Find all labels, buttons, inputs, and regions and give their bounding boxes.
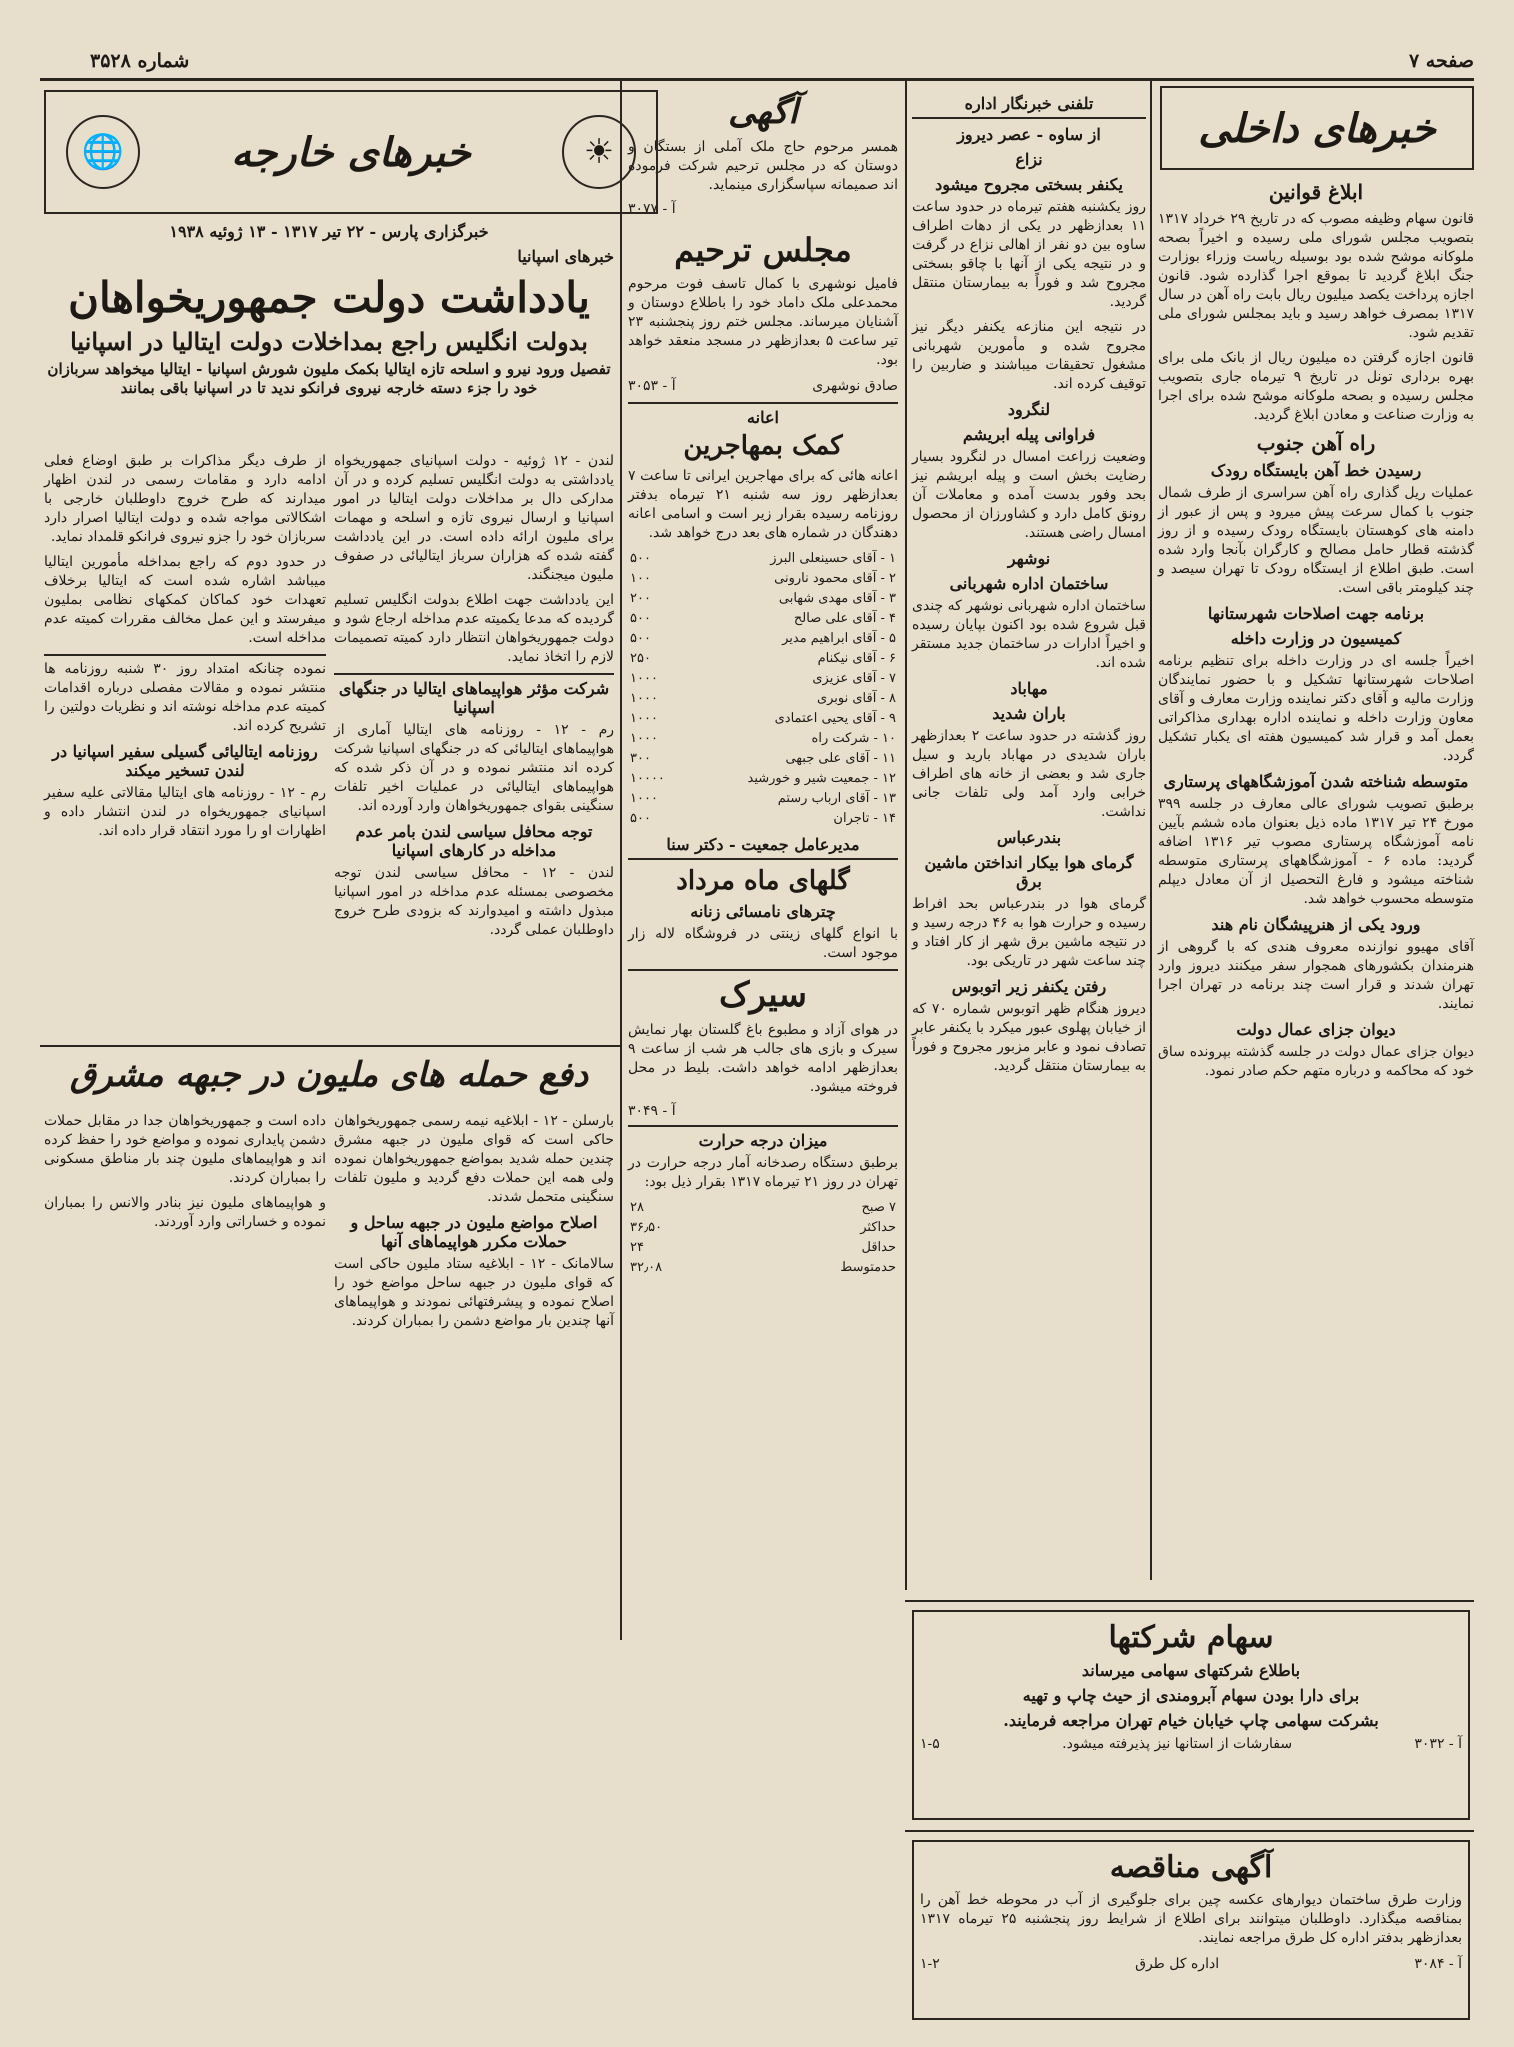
temp-title: میزان درجه حرارت [628, 1125, 898, 1150]
aid-value: ۵۰۰ [630, 631, 651, 646]
foreign-col-f: رم - ۱۲ - روزنامه های ایتالیا مقالاتی علیه سفیر اسپانیای جمهوریخواه در لندن انتشار داده و اظهارات او را مورد انتقاد قرار داده اند. [44, 785, 326, 839]
tender-code-2: ۱-۲ [920, 1956, 940, 1972]
aid-value: ۱۰۰۰ [630, 731, 658, 746]
temp-value: ۲۸ [630, 1200, 644, 1215]
aid-label: ۵ - آقای ابراهیم مدیر [782, 631, 896, 646]
aid-row [628, 549, 898, 569]
law-title: ابلاغ قوانین [1268, 180, 1364, 204]
rail-text: عملیات ریل گذاری راه آهن سراسری از طرف شمال جنوب با کمال سرعت پیش میرود و پس از عبور از دامنه های کوهستان بایستگاه رودک رسیده و از روز گذشته قطار حامل مصالح و کارگران بآنجا وارد شده است. طبق اطلاع از ایستگاه رودک تا تهران سیصد و چند کیلومتر باقی است. [1158, 485, 1474, 596]
aid-row [628, 789, 898, 809]
aid-value: ۲۰۰ [630, 591, 651, 606]
aid-row [628, 609, 898, 629]
shares-footer [920, 1734, 1462, 1754]
page-number: صفحه ۷ [1408, 50, 1474, 72]
notices-column [628, 88, 898, 1278]
excursion-title: سیرک [628, 969, 898, 1015]
aid-value: ۱۰۰۰ [630, 791, 658, 806]
domestic-banner-title: خبرهای داخلی [1198, 104, 1436, 152]
tender-footer [920, 1954, 1462, 1974]
flowers-subtitle: چترهای نامسائی زنانه [690, 902, 836, 921]
foreign-sub-f: روزنامه ایتالیائی گسیلی سفیر اسپانیا در لندن تسخیر میکند [52, 742, 318, 780]
city-mahabad: مهاباد [1010, 679, 1048, 698]
aid-row [628, 589, 898, 609]
aid-label: ۳ - آقای مهدی شهابی [778, 591, 896, 606]
foreign-deck: تفصیل ورود نیرو و اسلحه تازه ایتالیا بکمک ملیون شورش اسپانیا - ایتالیا میخواهد سربازان خود را جزء دسته خارجه نیروی فرانکو ندید تا در اسپانیا باقی بمانند [47, 360, 611, 397]
shares-code-2: ۱-۵ [920, 1736, 940, 1752]
court-text: دیوان جزای عمال دولت در جلسه گذشته بپرونده ساق خود که محاکمه و درباره متهم حکم صادر نمود. [1158, 1044, 1474, 1079]
temp-row [628, 1198, 898, 1218]
plan-title: برنامه جهت اصلاحات شهرستانها [1207, 604, 1425, 623]
aid-value: ۵۰۰ [630, 611, 651, 626]
memorial-footer [628, 376, 898, 396]
section-rule [40, 1045, 620, 1047]
domestic-column [1158, 176, 1474, 1087]
tender-text: وزارت طرق ساختمان دیوارهای عکسه چین برای جلوگیری از آب در محوطه خط آهن را بمناقصه میگذارد. داوطلبان میتوانند برای اطلاع از شرایط روز پنجشنبه ۲۵ تیرماه ۱۳۱۷ بعدازظهر بدفتر اداره کل طرق مراجعه نمایند. [920, 1892, 1462, 1946]
shares-line-1: باطلاع شرکتهای سهامی میرساند [1081, 1661, 1301, 1680]
aid-table [628, 549, 898, 829]
shares-ad [912, 1610, 1470, 1820]
temp-label: حداقل [861, 1240, 896, 1255]
law-text: قانون سهام وظیفه مصوب که در تاریخ ۲۹ خرداد ۱۳۱۷ بتصویب مجلس شورای ملی رسیده و اخیراً بصحه ملوکانه موشح شده بود بوسیله ریاست وزراء بوزارت جنگ ابلاغ گردید تا بموقع اجرا گذارده شود. قانون اجازه پرداخت یکصد میلیون ریال بابت راه آهن در سال ۱۳۱۷ بمصرف خواهد رسید و باید بمجلس شورای ملی تقدیم شود. [1158, 211, 1474, 341]
aid-value: ۵۰۰ [630, 551, 651, 566]
aid-label: ۱ - آقای حسینعلی البرز [770, 551, 896, 566]
temp-table [628, 1198, 898, 1278]
foreign-col-d: لندن - ۱۲ - محافل سیاسی لندن توجه مخصوصی بمسئله عدم مداخله در امور اسپانیا مبذول داشته و امیدوارند که بزودی طرح خروج داوطلبان عملی گردد. [334, 865, 614, 938]
foreign-headline-2: بدولت انگلیس راجع بمداخلات دولت ایتالیا در اسپانیا [70, 327, 588, 356]
aid-row [628, 629, 898, 649]
foreign-col-b: از طرف دیگر مذاکرات بر طبق اوضاع فعلی ادامه دارد و مقامات رسمی در لندن اظهار میدارند که طرح خروج داوطلبان خارجی با اشکالاتی مواجه شده و دولت ایتالیا اصرار دارد سربازان خود را جزو نیروی فرانکو قلمداد نماید. [44, 453, 326, 545]
battle-col-left [44, 1110, 326, 1238]
aid-label: ۱۱ - آقای علی جبهی [785, 751, 896, 766]
aid-label: ۹ - آقای یحیی اعتمادی [774, 711, 896, 726]
column-rule [905, 80, 907, 1590]
domestic-banner [1160, 86, 1474, 170]
heat-title: گرمای هوا بیکار انداختن ماشین برق [924, 853, 1134, 891]
aid-row [628, 729, 898, 749]
memorial-title: مجلس ترحیم [674, 231, 852, 269]
aid-value: ۳۰۰ [630, 751, 651, 766]
police-title: ساختمان اداره شهربانی [949, 574, 1109, 593]
aid-label: ۱۰ - شرکت راه [811, 731, 896, 746]
doctors-title: ورود یکی از هنرپیشگان نام هند [1211, 915, 1421, 934]
foreign-col-a: لندن - ۱۲ ژوئیه - دولت اسپانیای جمهوریخواه یادداشتی به دولت انگلیس تسلیم کرده و در آن مدارکی دال بر مداخلات دولت ایتالیا در امور اسپانیا و ارسال نیروی تازه و اسلحه و مهمات برای ملیون ارائه داده است. در این یادداشت گفته شده که هزاران سرباز ایتالیائی در صفوف ملیون میجنگند. [334, 453, 614, 583]
aid-label: ۸ - آقای نوبری [816, 691, 896, 706]
foreign-banner-title: خبرهای خارجه [231, 128, 471, 176]
battle-col-h: سالامانک - ۱۲ - ابلاغیه ستاد ملیون حاکی است که قوای ملیون در جبهه ساحل مواضع خود را اصلاح نموده و پیشرفتهائی نمودند و هواپیماهای آنها چندین بار مواضع دشمن را بمباران کردند. [334, 1256, 614, 1329]
city-langrud: لنگرود [1007, 400, 1051, 419]
rain-text: روز گذشته در حدود ساعت ۲ بعدازظهر باران شدیدی در مهاباد بارید و سیل جاری شد و بعضی از خانه های اطراف خرابی وارد آمد ولی تلفات جانی نداشت. [912, 728, 1146, 820]
fight-text-2: در نتیجه این منازعه یکنفر دیگر نیز مجروح شده و مأمورین شهربانی مشغول تحقیقات میباشند و ضاربین را توقیف کرده اند. [912, 319, 1146, 392]
notices-banner: آگهی [728, 92, 798, 132]
aid-label: ۴ - آقای علی صالح [793, 611, 896, 626]
silk-title: فراوانی پیله ابریشم [962, 425, 1096, 444]
aid-value: ۲۵۰ [630, 651, 651, 666]
battle-col-h2: و هواپیماهای ملیون نیز بنادر والانس را بمباران نموده و خساراتی وارد آوردند. [44, 1195, 326, 1230]
foreign-sub-c: شرکت مؤثر هواپیماهای ایتالیا در جنگهای اسپانیا [334, 673, 614, 717]
telephone-heading: تلفنی خبرنگار اداره [912, 94, 1146, 119]
aid-row [628, 689, 898, 709]
foreign-col-a2: این یادداشت جهت اطلاع بدولت انگلیس تسلیم گردیده که مدعا یکمیته عدم مداخله ارجاع شود و دولت جمهوریخواهان انتظار دارد کمیته تصمیمات لازم را اتخاذ نماید. [334, 592, 614, 665]
aid-value: ۱۰۰۰ [630, 711, 658, 726]
foreign-sub-d: توجه محافل سیاسی لندن بامر عدم مداخله در کارهای اسپانیا [355, 822, 593, 860]
aid-label: ۲ - آقای محمود نارونی [774, 571, 896, 586]
foreign-col-c: رم - ۱۲ - روزنامه های ایتالیا آماری از هواپیماهای ایتالیائی که در جنگهای اسپانیا شرکت کرده اند منتشر نموده و در آن ذکر شده که هواپیماهای ایتالیائی در عملیات اخیر تلفات سنگینی بقوای جمهوریخواهان وارد آورده اند. [334, 722, 615, 814]
temp-row [628, 1258, 898, 1278]
fight-text: روز یکشنبه هفتم تیرماه در حدود ساعت ۱۱ بعدازظهر در یکی از دهات اطراف ساوه بین دو نفر از اهالی نزاع در گرفت و در نتیجه یکی از آنها با چاقو بسختی مجروح شد و فوراً به بیمارستان منتقل گردید. [912, 199, 1146, 310]
top-rule [40, 78, 1474, 81]
foreign-banner [44, 90, 658, 214]
aid-label: اعانه [628, 402, 898, 427]
column-rule [620, 80, 622, 1640]
aid-row [628, 649, 898, 669]
aid-value: ۱۰۰۰۰ [630, 771, 665, 786]
aid-row [628, 809, 898, 829]
battle-headline: دفع حمله های ملیون در جبهه مشرق [69, 1055, 589, 1095]
battle-section [44, 1052, 614, 1098]
aid-value: ۱۰۰۰ [630, 691, 658, 706]
plan-subtitle: کمیسیون در وزارت داخله [1230, 629, 1402, 648]
temp-row [628, 1238, 898, 1258]
temp-label: ۷ صبح [861, 1200, 896, 1215]
city-bandarabbas: بندرعباس [996, 828, 1062, 847]
law-text-2: قانون اجازه گرفتن ده میلیون ریال از بانک ملی برای بهره برداری تونل در تاریخ ۹ تیرماه جاری بتصویب مجلس رسیده و بصحه ملوکانه موشح شده برای اجرا به وزارت صناعت و معادن ابلاغ گردید. [1158, 350, 1474, 423]
shares-line-4: سفارشات از استانها نیز پذیرفته میشود. [1062, 1736, 1293, 1752]
excursion-code: آ - ۳۰۴۹ [628, 1103, 676, 1119]
temp-label: حداکثر [860, 1220, 896, 1235]
silk-text: وضعیت زراعت امسال در لنگرود بسیار رضایت بخش است و پیله ابریشم نیز بحد وفور بدست آمده و معاملات آن رونق کامل دارد و کشاورزان از محصول امسال راضی هستند. [912, 449, 1146, 541]
flowers-title: گلهای ماه مرداد [628, 858, 898, 896]
fight-subtitle: یکنفر بسختی مجروح میشود [935, 175, 1123, 194]
aid-text: اعانه هائی که برای مهاجرین ایرانی تا ساعت ۷ بعدازظهر روز سه شنبه ۲۱ تیرماه بدفتر روزنامه رسیده بقرار زیر است و اسامی اعانه دهندگان در شماره های بعد درج خواهد شد. [628, 468, 898, 541]
shares-line-2: برای دارا بودن سهام آبرومندی از حیث چاپ و تهیه [1022, 1686, 1360, 1705]
aid-value: ۵۰۰ [630, 811, 651, 826]
temp-value: ۳۲٫۰۸ [630, 1260, 663, 1275]
aid-row [628, 769, 898, 789]
temp-value: ۳۶٫۵۰ [630, 1220, 663, 1235]
aid-row [628, 569, 898, 589]
telephone-column [912, 88, 1146, 1082]
aid-row [628, 709, 898, 729]
flowers-text: با انواع گلهای زینتی در فروشگاه لاله زار موجود است. [628, 926, 898, 961]
shares-banner: سهام شرکتها [1108, 1620, 1274, 1655]
battle-col-g: بارسلن - ۱۲ - ابلاغیه نیمه رسمی جمهوریخواهان حاکی است که قوای ملیون در جبهه مشرق چندین حمله شدید بمواضع جمهوریخواهان نموده ولی همه این حملات دفع گردید و ملیون تلفات سنگینی متحمل شدند. [334, 1113, 615, 1205]
temp-row [628, 1218, 898, 1238]
sun-ornament-icon: ☀ [562, 115, 636, 189]
court-title: دیوان جزای عمال دولت [1236, 1020, 1396, 1039]
aid-row [628, 669, 898, 689]
fight-title: نزاع [1015, 150, 1043, 169]
aid-row [628, 749, 898, 769]
memorial-code: آ - ۳۰۵۳ [628, 378, 676, 394]
shares-code: آ - ۳۰۳۲ [1414, 1736, 1462, 1752]
plan-text: اخیراً جلسه ای در وزارت داخله برای تنظیم برنامه اصلاحات شهرستانها تشکیل و با حضور نمایندگان وزارت مالیه و آقای دکتر نماینده وزارت معارف و آقای معاون وزارت داخله و نماینده اداره بهداری مذاکراتی بعمل آمد و قرار شد کمیسیون هفته ای یکبار تشکیل گردد. [1158, 653, 1474, 764]
battle-col-right [334, 1110, 614, 1337]
battle-col-g2: داده است و جمهوریخواهان جدا در مقابل حملات دشمن پایداری نموده و مواضع خود را حفظ کرده اند و هواپیماهای ملیون چند بار مناطق مسکونی را بمباران کردند. [44, 1113, 326, 1186]
thanks-text: همسر مرحوم حاج ملک آملی از بستگان و دوستان که در مجلس ترحیم شرکت فرموده اند صمیمانه سپاسگزاری مینماید. [628, 139, 898, 193]
column-rule [1150, 80, 1152, 1580]
section-rule [905, 1830, 1474, 1832]
aid-title: کمک بمهاجرین [683, 431, 843, 461]
tender-signature: اداره کل طرق [1135, 1956, 1220, 1972]
temp-label: حدمتوسط [840, 1260, 896, 1275]
globe-icon: 🌐 [66, 115, 140, 189]
aid-label: ۱۳ - آقای ارباب رستم [777, 791, 896, 806]
memorial-signature: صادق نوشهری [812, 378, 898, 394]
city-saveh: از ساوه - عصر دیروز [957, 125, 1101, 144]
foreign-dateline: خبرگزاری پارس - ۲۲ تیر ۱۳۱۷ - ۱۳ ژوئیه ۱۹۳۸ [169, 222, 489, 241]
city-nowshahr: نوشهر [1007, 549, 1051, 568]
aid-label: ۱۴ - تاجران [833, 811, 896, 826]
tender-code: آ - ۳۰۸۴ [1414, 1956, 1462, 1972]
issue-number: شماره ۳۵۲۸ [90, 50, 190, 72]
battle-sub-h: اصلاح مواضع ملیون در جبهه ساحل و حملات مکرر هواپیماهای آنها [350, 1213, 598, 1251]
nurse-title: متوسطه شناخته شدن آموزشگاههای پرستاری [1163, 772, 1469, 791]
police-text: ساختمان اداره شهربانی نوشهر که چندی قبل شروع شده بود اکنون بپایان رسیده و اخیراً ادارات در ساختمان جدید مستقر شده اند. [912, 598, 1146, 671]
aid-value: ۱۰۰۰ [630, 671, 658, 686]
section-rule [905, 1600, 1474, 1602]
heat-text: گرمای هوا در بندرعباس بحد افراط رسیده و حرارت هوا به ۴۶ درجه رسید و در نتیجه ماشین برق شهر از کار افتاد و چند ساعت شهر در تاریکی بود. [912, 896, 1146, 969]
thanks-code: آ - ۳۰۷۷ [628, 201, 676, 217]
foreign-col-b2: در حدود دوم که راجع بمداخله مأمورین ایتالیا میباشد اشاره شده است که ایتالیا برخلاف تعهدات خود کماکان کمکهای نظامی بملیون میفرستد و این عمل مخالف مقررات کمیته عدم مداخله است. [44, 554, 326, 646]
foreign-kicker: خبرهای اسپانیا [517, 247, 614, 266]
foreign-col-e: نموده چنانکه امتداد روز ۳۰ شنبه روزنامه ها منتشر نموده و مقالات مفصلی درباره اقدامات کمیته عدم مداخله نوشته اند و نظریات دولتین را تشریح کرده اند. [44, 654, 326, 736]
rail-subtitle: رسیدن خط آهن بایستگاه رودک [1210, 461, 1422, 480]
tender-ad [912, 1840, 1470, 2020]
foreign-col-right [334, 450, 614, 946]
nurse-text: برطبق تصویب شورای عالی معارف در جلسه ۳۹۹ مورخ ۲۴ تیر ۱۳۱۷ ماده ذیل بعنوان ماده ششم بآیین نامه آموزشگاه پرستاری مصوب تیر ۱۳۱۶ اضافه گردید: ماده ۶ - آموزشگاههای پرستاری متوسطه شناخته میشود و فارغ التحصیل از آن معادل دیپلم متوسطه محسوب خواهد شد. [1158, 796, 1475, 907]
tender-banner: آگهی مناقصه [1109, 1850, 1273, 1885]
aid-label: ۷ - آقای عزیزی [812, 671, 896, 686]
shares-line-3: بشرکت سهامی چاپ خیابان خیام تهران مراجعه فرمایند. [1003, 1711, 1379, 1730]
foreign-col-left [44, 450, 326, 847]
bus-title: رفتن یکنفر زیر اتوبوس [951, 977, 1107, 996]
rain-title: باران شدید [992, 704, 1066, 723]
aid-label: ۱۲ - جمعیت شیر و خورشید [747, 771, 896, 786]
foreign-top [44, 216, 614, 404]
memorial-text: فامیل نوشهری با کمال تاسف فوت مرحوم محمدعلی ملک داماد خود را باطلاع دوستان و آشنایان میرساند. مجلس ختم روز پنجشنبه ۲۳ تیر ساعت ۵ بعدازظهر در مسجد منعقد خواهد بود. [628, 276, 898, 368]
aid-signature: مدیرعامل جمعیت - دکتر سنا [666, 835, 860, 854]
excursion-text: در هوای آزاد و مطبوع باغ گلستان بهار نمایش سیرک و بازی های جالب هر شب از ساعت ۹ بعدازظهر ادامه خواهد داشت. بلیط در محل فروخته میشود. [628, 1022, 898, 1095]
rail-title: راه آهن جنوب [1256, 431, 1376, 455]
temp-value: ۲۴ [630, 1240, 644, 1255]
temp-text: برطبق دستگاه رصدخانه آمار درجه حرارت در تهران در روز ۲۱ تیرماه ۱۳۱۷ بقرار ذیل بود: [628, 1155, 898, 1190]
aid-value: ۱۰۰ [630, 571, 651, 586]
doctors-text: آقای مهیوو نوازنده معروف هندی که با گروهی از هنرمندان بکشورهای همجوار سفر میکنند دیروز وارد تهران شدند و قرار است چند برنامه در تهران اجرا نمایند. [1158, 939, 1474, 1012]
bus-text: دیروز هنگام ظهر اتوبوس شماره ۷۰ که از خیابان پهلوی عبور میکرد با یکنفر عابر تصادف نمود و عابر مزبور مجروح و فوراً به بیمارستان منتقل گردید. [912, 1001, 1146, 1074]
aid-label: ۶ - آقای نیکنام [817, 651, 896, 666]
foreign-headline: یادداشت دولت جمهوریخواهان [68, 273, 590, 322]
